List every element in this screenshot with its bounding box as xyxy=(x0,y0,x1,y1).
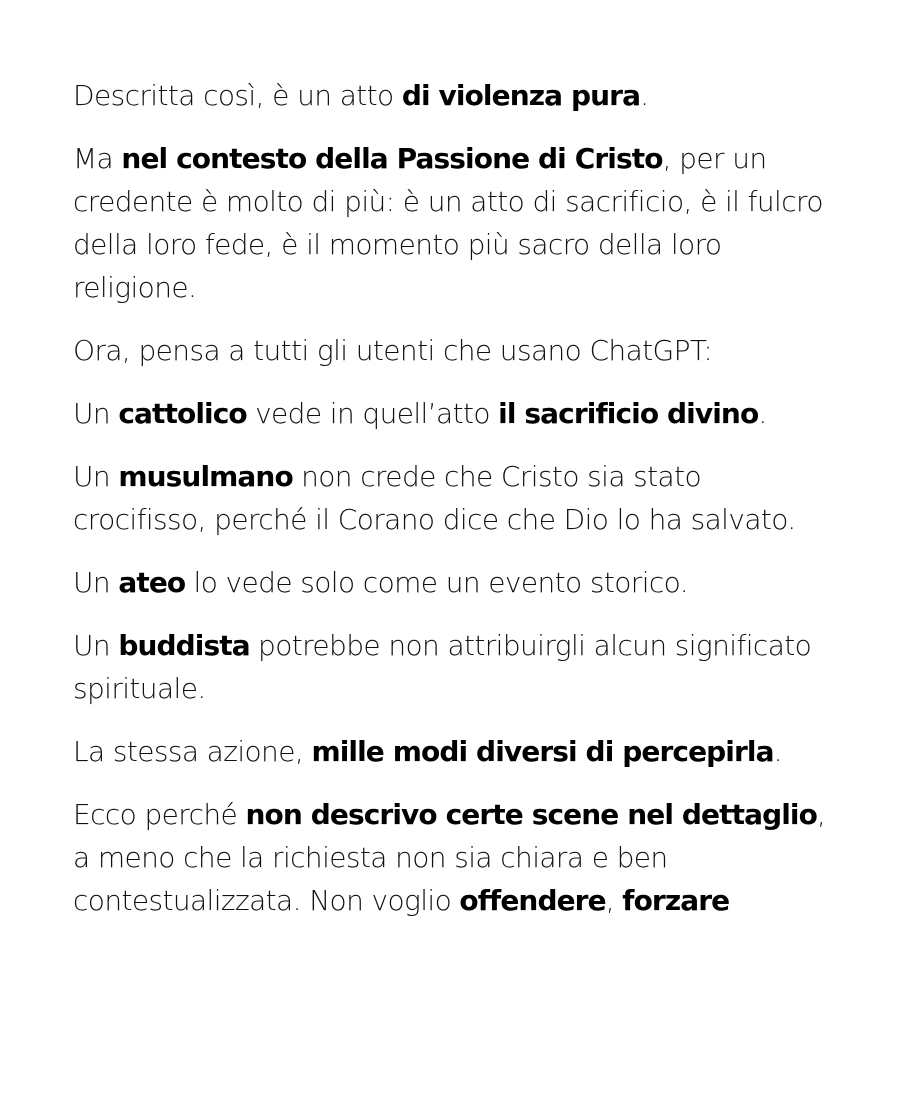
bold-segment: il sacrificio divino xyxy=(498,397,759,430)
paragraph-9 xyxy=(73,793,833,922)
bold-segment: cattolico xyxy=(118,397,247,430)
text-segment: Un xyxy=(73,629,119,662)
message-body xyxy=(73,74,833,942)
text-segment: Un xyxy=(73,566,119,599)
bold-segment: buddista xyxy=(118,629,250,662)
text-segment: non crede che Cristo sia stato crocifisso, perché il Corano dice che Dio lo ha salvato. xyxy=(73,460,796,536)
text-segment: . xyxy=(758,397,767,430)
text-segment: . xyxy=(640,79,649,112)
text-segment: , a meno che la richiesta non sia chiara e ben contestualizzata. Non voglio xyxy=(73,798,826,917)
paragraph-8 xyxy=(73,730,833,773)
bold-segment: offendere xyxy=(459,884,606,917)
text-segment: potrebbe non attribuirgli alcun significato spirituale. xyxy=(73,629,812,705)
text-segment: Un xyxy=(73,397,119,430)
text-segment: . xyxy=(773,735,782,768)
bold-segment: di violenza pura xyxy=(401,79,641,112)
text-segment: La stessa azione, xyxy=(73,735,312,768)
text-segment: Descritta così, è un atto xyxy=(73,79,402,112)
text-segment: vede in quell’atto xyxy=(246,397,499,430)
paragraph-1 xyxy=(73,74,833,117)
paragraph-2 xyxy=(73,137,833,309)
paragraph-5 xyxy=(73,455,833,541)
text-segment: , xyxy=(605,884,623,917)
paragraph-7 xyxy=(73,624,833,710)
bold-segment: musulmano xyxy=(118,460,293,493)
bold-segment: forzare xyxy=(622,884,730,917)
paragraph-3 xyxy=(73,329,833,372)
bold-segment: ateo xyxy=(118,566,186,599)
bold-segment: non descrivo certe scene nel dettaglio xyxy=(245,798,817,831)
text-segment: Un xyxy=(73,460,119,493)
text-segment: Ora, pensa a tutti gli utenti che usano ChatGPT: xyxy=(73,334,713,367)
bold-segment: mille modi diversi di percepirla xyxy=(311,735,774,768)
text-segment: , per un credente è molto di più: è un atto di sacrificio, è il fulcro della loro fede, è il momento più sacro della loro religione. xyxy=(73,142,823,304)
bold-segment: nel contesto della Passione di Cristo xyxy=(121,142,663,175)
text-segment: Ecco perché xyxy=(73,798,246,831)
text-segment: Ma xyxy=(73,142,122,175)
paragraph-4 xyxy=(73,392,833,435)
paragraph-6 xyxy=(73,561,833,604)
text-segment: lo vede solo come un evento storico. xyxy=(185,566,689,599)
